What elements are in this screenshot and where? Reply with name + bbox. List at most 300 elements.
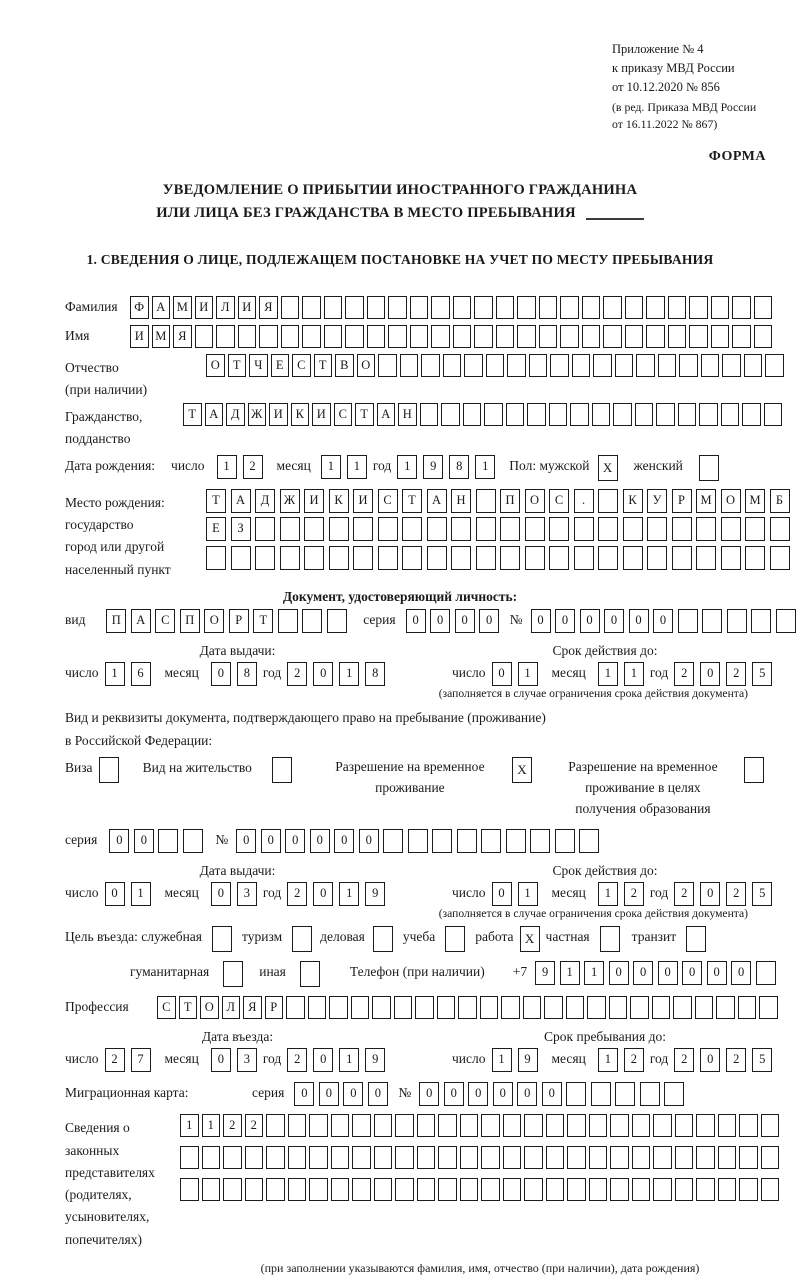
char-cell[interactable] [324,325,343,348]
char-cell[interactable] [286,996,305,1019]
char-cell[interactable]: Ж [248,403,267,426]
char-cell[interactable]: 0 [310,829,330,853]
char-cell[interactable] [506,829,526,853]
char-cell[interactable]: 1 [131,882,151,906]
char-cell[interactable]: 7 [131,1048,151,1072]
char-cell[interactable] [539,296,558,319]
char-cell[interactable] [353,517,373,541]
char-cell[interactable] [603,325,622,348]
char-cell[interactable]: И [312,403,331,426]
char-cell[interactable] [699,403,718,426]
char-cell[interactable] [525,517,545,541]
char-cell[interactable] [378,354,397,377]
char-cell[interactable] [374,1146,393,1169]
char-cell[interactable]: А [131,609,151,633]
char-cell[interactable] [278,609,298,633]
char-cell[interactable] [437,996,456,1019]
char-cell[interactable] [351,996,370,1019]
char-cell[interactable] [572,354,591,377]
char-cell[interactable] [770,517,790,541]
char-cell[interactable]: 1 [624,662,644,686]
char-cell[interactable]: 0 [109,829,129,853]
char-cell[interactable] [302,325,321,348]
char-cell[interactable] [180,1178,199,1201]
char-cell[interactable] [776,609,796,633]
char-cell[interactable] [464,354,483,377]
char-cell[interactable] [672,546,692,570]
char-cell[interactable] [367,325,386,348]
char-cell[interactable] [259,325,278,348]
char-cell[interactable] [415,996,434,1019]
char-cell[interactable] [739,1146,758,1169]
char-cell[interactable] [567,1146,586,1169]
char-cell[interactable] [754,296,773,319]
char-cell[interactable] [759,996,778,1019]
char-cell[interactable] [255,546,275,570]
char-cell[interactable]: М [696,489,716,513]
char-cell[interactable]: 1 [202,1114,221,1137]
char-cell[interactable] [529,354,548,377]
char-cell[interactable] [716,996,735,1019]
char-cell[interactable] [480,996,499,1019]
char-cell[interactable] [500,546,520,570]
char-cell[interactable]: С [157,996,176,1019]
char-cell[interactable] [427,517,447,541]
char-cell[interactable] [675,1146,694,1169]
checkbox-cell[interactable] [292,926,312,952]
char-cell[interactable] [476,546,496,570]
char-cell[interactable]: 0 [658,961,678,985]
checkbox-cell[interactable] [686,926,706,952]
char-cell[interactable]: А [427,489,447,513]
char-cell[interactable] [658,354,677,377]
char-cell[interactable] [672,517,692,541]
char-cell[interactable] [453,325,472,348]
char-cell[interactable]: 5 [752,882,772,906]
char-cell[interactable]: 1 [347,455,367,479]
char-cell[interactable]: Т [228,354,247,377]
char-cell[interactable]: 0 [334,829,354,853]
char-cell[interactable] [367,296,386,319]
char-cell[interactable] [451,546,471,570]
char-cell[interactable]: 9 [365,882,385,906]
char-cell[interactable] [524,1178,543,1201]
char-cell[interactable] [474,325,493,348]
char-cell[interactable] [610,1178,629,1201]
char-cell[interactable] [744,354,763,377]
char-cell[interactable] [506,403,525,426]
char-cell[interactable] [739,1178,758,1201]
char-cell[interactable]: 6 [131,662,151,686]
char-cell[interactable] [266,1178,285,1201]
char-cell[interactable] [610,1114,629,1137]
char-cell[interactable] [579,829,599,853]
char-cell[interactable] [458,996,477,1019]
char-cell[interactable]: 8 [237,662,257,686]
char-cell[interactable]: 2 [105,1048,125,1072]
char-cell[interactable]: 0 [542,1082,562,1106]
char-cell[interactable]: 0 [609,961,629,985]
char-cell[interactable]: 0 [492,882,512,906]
char-cell[interactable]: 2 [245,1114,264,1137]
char-cell[interactable] [266,1146,285,1169]
char-cell[interactable] [646,325,665,348]
char-cell[interactable] [481,1146,500,1169]
char-cell[interactable]: 0 [455,609,475,633]
char-cell[interactable] [598,517,618,541]
char-cell[interactable] [266,1114,285,1137]
char-cell[interactable] [245,1146,264,1169]
char-cell[interactable]: 0 [653,609,673,633]
char-cell[interactable]: У [647,489,667,513]
char-cell[interactable] [438,1114,457,1137]
char-cell[interactable]: 0 [368,1082,388,1106]
char-cell[interactable] [231,546,251,570]
char-cell[interactable] [484,403,503,426]
char-cell[interactable] [689,325,708,348]
char-cell[interactable] [696,1146,715,1169]
char-cell[interactable] [598,489,618,513]
char-cell[interactable]: 2 [674,662,694,686]
char-cell[interactable] [281,325,300,348]
char-cell[interactable]: 0 [406,609,426,633]
char-cell[interactable] [711,325,730,348]
char-cell[interactable] [678,403,697,426]
char-cell[interactable] [288,1114,307,1137]
char-cell[interactable]: 3 [237,882,257,906]
char-cell[interactable]: Т [253,609,273,633]
char-cell[interactable] [302,296,321,319]
char-cell[interactable] [503,1178,522,1201]
char-cell[interactable]: И [238,296,257,319]
char-cell[interactable]: 1 [598,882,618,906]
char-cell[interactable] [696,546,716,570]
char-cell[interactable]: 1 [518,882,538,906]
char-cell[interactable]: О [200,996,219,1019]
char-cell[interactable] [331,1114,350,1137]
char-cell[interactable] [549,546,569,570]
char-cell[interactable]: М [152,325,171,348]
char-cell[interactable] [410,325,429,348]
char-cell[interactable]: 1 [598,662,618,686]
char-cell[interactable] [345,296,364,319]
char-cell[interactable]: 2 [287,662,307,686]
char-cell[interactable] [329,546,349,570]
char-cell[interactable]: 1 [518,662,538,686]
char-cell[interactable] [718,1178,737,1201]
char-cell[interactable] [523,996,542,1019]
char-cell[interactable] [770,546,790,570]
checkbox-cell[interactable] [99,757,119,783]
char-cell[interactable] [309,1146,328,1169]
char-cell[interactable]: 3 [237,1048,257,1072]
char-cell[interactable] [395,1146,414,1169]
char-cell[interactable] [738,996,757,1019]
char-cell[interactable] [539,325,558,348]
char-cell[interactable]: 0 [707,961,727,985]
char-cell[interactable] [664,1082,684,1106]
char-cell[interactable]: 0 [313,662,333,686]
checkbox-cell[interactable] [744,757,764,783]
char-cell[interactable]: 0 [319,1082,339,1106]
char-cell[interactable]: 0 [492,662,512,686]
char-cell[interactable]: Я [259,296,278,319]
char-cell[interactable]: Н [398,403,417,426]
char-cell[interactable] [632,1146,651,1169]
char-cell[interactable]: 0 [313,1048,333,1072]
char-cell[interactable] [679,354,698,377]
char-cell[interactable] [653,1178,672,1201]
checkbox-cell[interactable] [272,757,292,783]
char-cell[interactable] [374,1114,393,1137]
char-cell[interactable] [570,403,589,426]
char-cell[interactable] [517,325,536,348]
char-cell[interactable]: О [357,354,376,377]
char-cell[interactable] [476,489,496,513]
char-cell[interactable] [202,1146,221,1169]
char-cell[interactable] [653,1114,672,1137]
char-cell[interactable]: 0 [285,829,305,853]
checkbox-cell[interactable]: X [520,926,540,952]
char-cell[interactable] [761,1146,780,1169]
char-cell[interactable]: 8 [449,455,469,479]
char-cell[interactable]: Т [206,489,226,513]
char-cell[interactable]: Т [179,996,198,1019]
char-cell[interactable] [546,1178,565,1201]
char-cell[interactable] [327,609,347,633]
char-cell[interactable] [281,296,300,319]
char-cell[interactable] [721,517,741,541]
char-cell[interactable] [245,1178,264,1201]
char-cell[interactable]: 0 [731,961,751,985]
char-cell[interactable]: 0 [211,882,231,906]
char-cell[interactable] [223,1146,242,1169]
char-cell[interactable]: 1 [217,455,237,479]
char-cell[interactable] [280,517,300,541]
char-cell[interactable]: А [377,403,396,426]
char-cell[interactable] [761,1114,780,1137]
char-cell[interactable]: 2 [624,1048,644,1072]
char-cell[interactable] [696,1178,715,1201]
char-cell[interactable] [417,1114,436,1137]
char-cell[interactable] [756,961,776,985]
char-cell[interactable] [653,1146,672,1169]
char-cell[interactable] [438,1146,457,1169]
char-cell[interactable] [609,996,628,1019]
char-cell[interactable] [560,325,579,348]
char-cell[interactable] [378,546,398,570]
char-cell[interactable]: 2 [726,1048,746,1072]
char-cell[interactable] [353,546,373,570]
char-cell[interactable] [640,1082,660,1106]
char-cell[interactable]: С [334,403,353,426]
char-cell[interactable] [544,996,563,1019]
char-cell[interactable] [615,1082,635,1106]
char-cell[interactable] [751,609,771,633]
char-cell[interactable]: 2 [726,662,746,686]
checkbox-cell[interactable] [373,926,393,952]
char-cell[interactable] [721,546,741,570]
char-cell[interactable] [451,517,471,541]
char-cell[interactable] [460,1114,479,1137]
char-cell[interactable]: К [291,403,310,426]
char-cell[interactable] [549,517,569,541]
char-cell[interactable]: К [623,489,643,513]
char-cell[interactable] [329,517,349,541]
char-cell[interactable]: Е [271,354,290,377]
char-cell[interactable]: С [378,489,398,513]
char-cell[interactable] [463,403,482,426]
char-cell[interactable]: О [721,489,741,513]
char-cell[interactable] [656,403,675,426]
char-cell[interactable]: 0 [236,829,256,853]
char-cell[interactable] [417,1146,436,1169]
char-cell[interactable]: 0 [211,1048,231,1072]
char-cell[interactable]: Л [216,296,235,319]
char-cell[interactable] [525,546,545,570]
char-cell[interactable]: 0 [134,829,154,853]
char-cell[interactable] [457,829,477,853]
char-cell[interactable] [402,546,422,570]
char-cell[interactable]: 0 [313,882,333,906]
char-cell[interactable] [546,1114,565,1137]
char-cell[interactable] [592,403,611,426]
char-cell[interactable] [395,1114,414,1137]
char-cell[interactable]: 5 [752,662,772,686]
char-cell[interactable]: И [353,489,373,513]
char-cell[interactable] [507,354,526,377]
char-cell[interactable] [378,517,398,541]
char-cell[interactable] [308,996,327,1019]
char-cell[interactable] [431,296,450,319]
char-cell[interactable] [732,325,751,348]
char-cell[interactable]: 0 [468,1082,488,1106]
char-cell[interactable] [582,325,601,348]
char-cell[interactable] [632,1114,651,1137]
char-cell[interactable] [460,1146,479,1169]
char-cell[interactable]: 5 [752,1048,772,1072]
char-cell[interactable] [427,546,447,570]
char-cell[interactable]: 2 [624,882,644,906]
char-cell[interactable] [481,829,501,853]
char-cell[interactable] [589,1146,608,1169]
char-cell[interactable] [613,403,632,426]
char-cell[interactable] [460,1178,479,1201]
char-cell[interactable]: И [130,325,149,348]
checkbox-cell[interactable] [212,926,232,952]
char-cell[interactable] [527,403,546,426]
char-cell[interactable] [668,296,687,319]
char-cell[interactable]: А [205,403,224,426]
char-cell[interactable] [636,354,655,377]
char-cell[interactable] [453,296,472,319]
char-cell[interactable] [183,829,203,853]
char-cell[interactable]: 0 [555,609,575,633]
char-cell[interactable]: 1 [475,455,495,479]
checkbox-cell[interactable]: X [512,757,532,783]
char-cell[interactable]: 9 [365,1048,385,1072]
char-cell[interactable]: 2 [287,882,307,906]
char-cell[interactable]: Ж [280,489,300,513]
checkbox-cell[interactable] [699,455,719,481]
char-cell[interactable] [589,1178,608,1201]
char-cell[interactable]: 1 [492,1048,512,1072]
char-cell[interactable] [632,1178,651,1201]
char-cell[interactable] [496,325,515,348]
char-cell[interactable] [388,296,407,319]
char-cell[interactable] [324,296,343,319]
char-cell[interactable] [309,1114,328,1137]
char-cell[interactable] [476,517,496,541]
char-cell[interactable] [408,829,428,853]
char-cell[interactable]: 1 [560,961,580,985]
char-cell[interactable] [696,517,716,541]
char-cell[interactable] [158,829,178,853]
char-cell[interactable] [625,296,644,319]
char-cell[interactable] [524,1146,543,1169]
char-cell[interactable] [400,354,419,377]
char-cell[interactable] [761,1178,780,1201]
char-cell[interactable] [372,996,391,1019]
char-cell[interactable] [589,1114,608,1137]
checkbox-cell[interactable]: X [598,455,618,481]
char-cell[interactable]: 1 [339,1048,359,1072]
char-cell[interactable]: М [173,296,192,319]
char-cell[interactable] [718,1146,737,1169]
char-cell[interactable] [255,517,275,541]
char-cell[interactable] [567,1178,586,1201]
char-cell[interactable] [739,1114,758,1137]
char-cell[interactable]: 0 [700,882,720,906]
char-cell[interactable] [754,325,773,348]
char-cell[interactable] [615,354,634,377]
char-cell[interactable] [732,296,751,319]
char-cell[interactable] [352,1178,371,1201]
char-cell[interactable] [675,1114,694,1137]
char-cell[interactable] [441,403,460,426]
char-cell[interactable]: О [204,609,224,633]
char-cell[interactable]: Р [672,489,692,513]
checkbox-cell[interactable] [223,961,243,987]
char-cell[interactable] [696,1114,715,1137]
char-cell[interactable]: Д [255,489,275,513]
char-cell[interactable] [745,517,765,541]
char-cell[interactable] [742,403,761,426]
char-cell[interactable] [524,1114,543,1137]
char-cell[interactable] [623,546,643,570]
checkbox-cell[interactable] [300,961,320,987]
char-cell[interactable] [309,1178,328,1201]
char-cell[interactable] [745,546,765,570]
char-cell[interactable] [223,1178,242,1201]
char-cell[interactable]: П [500,489,520,513]
char-cell[interactable] [668,325,687,348]
char-cell[interactable] [410,296,429,319]
char-cell[interactable] [195,325,214,348]
char-cell[interactable]: Н [451,489,471,513]
char-cell[interactable]: 1 [598,1048,618,1072]
char-cell[interactable]: Л [222,996,241,1019]
char-cell[interactable] [352,1146,371,1169]
char-cell[interactable] [675,1178,694,1201]
char-cell[interactable] [603,296,622,319]
char-cell[interactable] [216,325,235,348]
char-cell[interactable] [678,609,698,633]
char-cell[interactable] [329,996,348,1019]
char-cell[interactable] [438,1178,457,1201]
char-cell[interactable]: Е [206,517,226,541]
char-cell[interactable]: 0 [359,829,379,853]
